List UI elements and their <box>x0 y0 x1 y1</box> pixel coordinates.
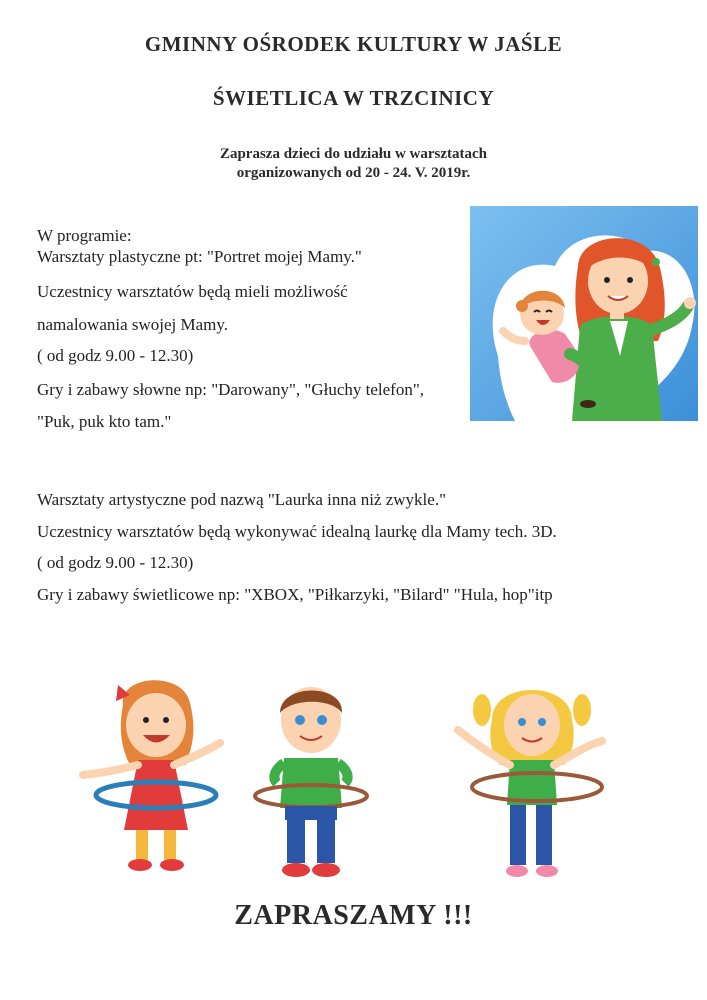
program1-time: ( od godz 9.00 - 12.30) <box>37 346 194 365</box>
invitation-line-1: Zaprasza dzieci do udziału w warsztatach <box>219 146 488 162</box>
program2-line: Uczestnicy warsztatów będą wykonywać idealną laurkę dla Mamy tech. 3D. <box>37 522 557 541</box>
organization-title: GMINNY OŚRODEK KULTURY W JAŚLE <box>144 32 563 56</box>
program1-line: Warsztaty plastyczne pt: "Portret mojej Mamy." <box>37 247 362 266</box>
program2-line: Gry i zabawy świetlicowe np: "XBOX, "Piłkarzyki, "Bilard" "Hula, hop"itp <box>37 585 553 604</box>
boy-hula-hoop-illustration <box>252 678 370 883</box>
venue-title: ŚWIETLICA W TRZCINICY <box>212 86 495 110</box>
program1-heading: W programie: <box>37 226 132 245</box>
invitation-line-2: organizowanych od 20 - 24. V. 2019r. <box>236 165 471 181</box>
blonde-girl-hula-hoop-illustration <box>452 675 612 885</box>
program1-line: Uczestnicy warsztatów będą mieli możliwość <box>37 282 348 301</box>
program1-line: "Puk, puk kto tam." <box>37 412 172 431</box>
program2-time: ( od godz 9.00 - 12.30) <box>37 553 194 572</box>
girl-hula-hoop-illustration <box>78 665 228 880</box>
mother-with-child-illustration <box>470 206 698 421</box>
program1-line: Gry i zabawy słowne np: "Darowany", "Głuchy telefon", <box>37 380 425 399</box>
program2-heading: Warsztaty artystyczne pod nazwą "Laurka inna niż zwykle." <box>37 490 447 509</box>
invitation-footer: ZAPRASZAMY !!! <box>234 900 473 931</box>
program1-line: namalowania swojej Mamy. <box>37 315 229 334</box>
